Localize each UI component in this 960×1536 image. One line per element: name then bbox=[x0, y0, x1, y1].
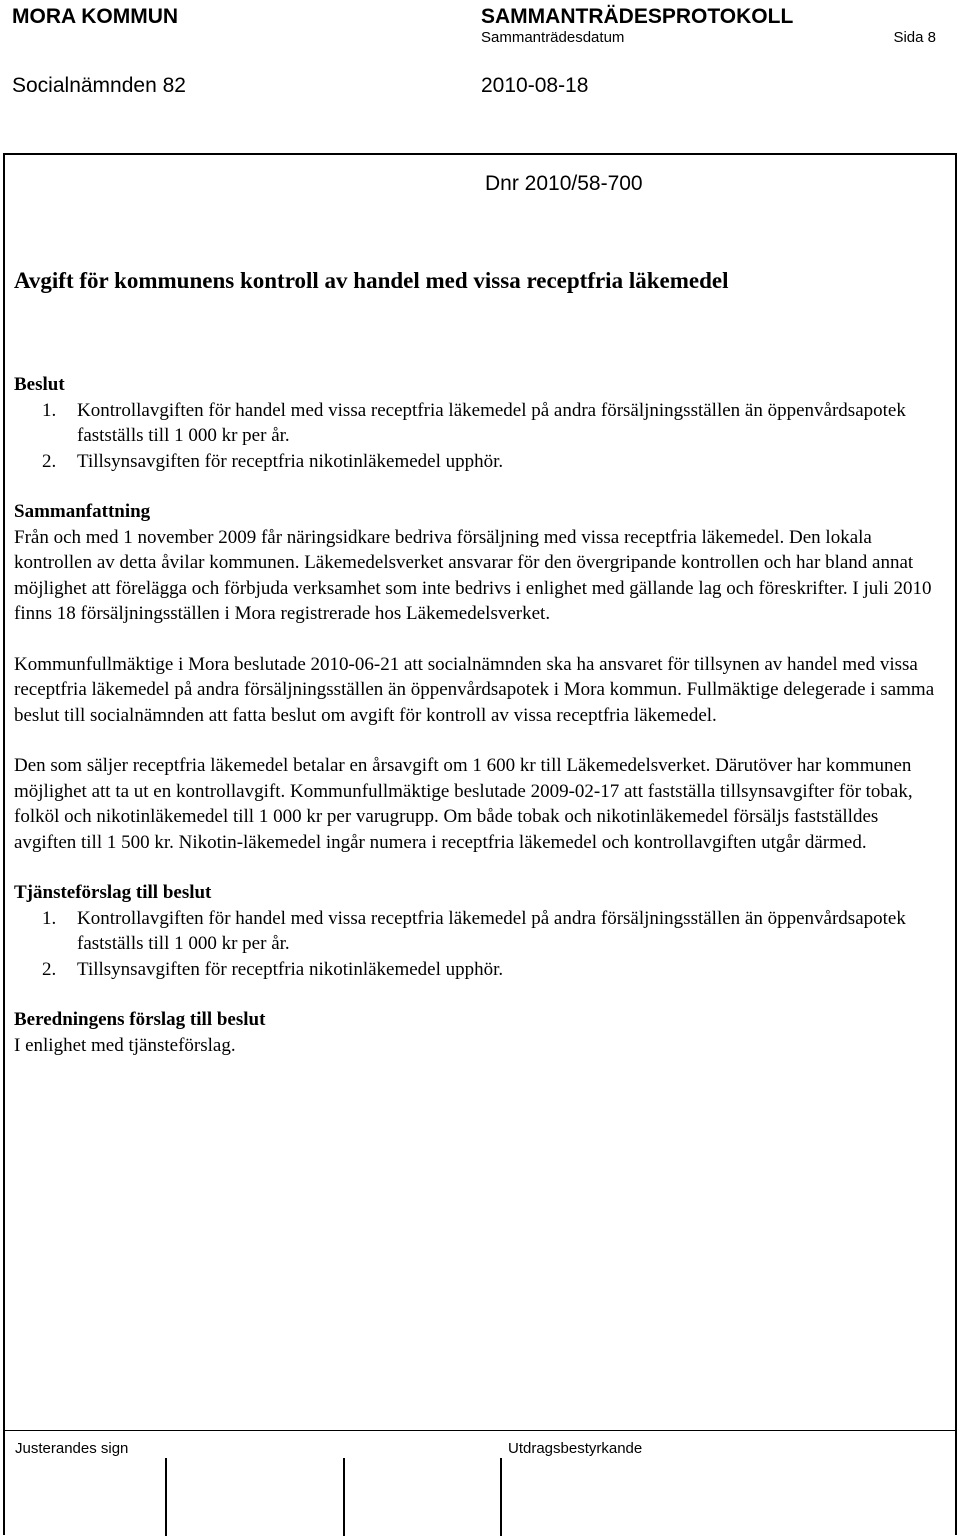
tjansteforslag-list bbox=[14, 906, 944, 983]
body-reference: Socialnämnden 82 bbox=[12, 74, 186, 97]
page-title: Avgift för kommunens kontroll av handel med vissa receptfria läkemedel bbox=[14, 268, 729, 293]
item-text: Tillsynsavgiften för receptfria nikotinläkemedel upphör. bbox=[77, 450, 504, 472]
item-number: 1. bbox=[42, 907, 57, 929]
beredning-text: I enlighet med tjänsteförslag. bbox=[14, 1034, 236, 1056]
page-number: Sida 8 bbox=[893, 29, 936, 46]
item-text: Kontrollavgiften för handel med vissa receptfria läkemedel på andra försäljningsställen än öppenvårdsapotek fastställs till 1 000 kr per år. bbox=[77, 399, 906, 446]
beslut-list bbox=[14, 398, 944, 475]
extract-label: Utdragsbestyrkande bbox=[508, 1440, 643, 1457]
beredning-heading: Beredningens förslag till beslut bbox=[14, 1009, 266, 1030]
signature-box-line bbox=[343, 1458, 345, 1536]
date-label: Sammanträdesdatum bbox=[481, 29, 625, 46]
list-item bbox=[14, 449, 944, 475]
item-text: Kontrollavgiften för handel med vissa receptfria läkemedel på andra försäljningsställen än öppenvårdsapotek fastställs till 1 000 kr per år. bbox=[77, 907, 906, 954]
list-item bbox=[14, 906, 944, 957]
item-number: 2. bbox=[42, 450, 57, 472]
meeting-date: 2010-08-18 bbox=[481, 74, 589, 97]
dnr-number: Dnr 2010/58-700 bbox=[485, 172, 643, 195]
item-number: 2. bbox=[42, 958, 57, 980]
signature-box-line bbox=[165, 1458, 167, 1536]
list-item bbox=[14, 398, 944, 449]
tjansteforslag-heading: Tjänsteförslag till beslut bbox=[14, 882, 212, 903]
paragraph: Kommunfullmäktige i Mora beslutade 2010-06-21 att socialnämnden ska ha ansvaret för tillsynen av handel med vissa receptfria läkemedel på andra försäljningsställen än öppenvårdsapotek i Mora kommun. Fullmäktige delegerade i samma beslut till socialnämnden att fatta beslut om avgift för kontroll av vissa receptfria läkemedel. bbox=[14, 653, 935, 726]
document-type: SAMMANTRÄDESPROTOKOLL bbox=[481, 5, 794, 28]
beslut-heading: Beslut bbox=[14, 374, 65, 395]
paragraph: Den som säljer receptfria läkemedel betalar en årsavgift om 1 600 kr till Läkemedelsverket. Därutöver har kommunen möjlighet att ta ut en kontrollavgift. Kommunfullmäktige beslutade 2009-02-17 att fastställa tillsynsavgifter för tobak, folköl och nikotinläkemedel till 1 000 kr per varugrupp. Om både tobak och nikotinläkemedel försäljs fastställdes avgiften till 1 500 kr. Nikotin-läkemedel ingår numera i receptfria läkemedel och kontrollavgiften utgår därmed. bbox=[14, 755, 913, 853]
signature-box-line bbox=[500, 1458, 502, 1536]
list-item bbox=[14, 957, 944, 983]
item-text: Tillsynsavgiften för receptfria nikotinläkemedel upphör. bbox=[77, 958, 504, 980]
item-number: 1. bbox=[42, 399, 57, 421]
organization-name: MORA KOMMUN bbox=[12, 5, 179, 28]
paragraph: Från och med 1 november 2009 får näringsidkare bedriva försäljning med vissa receptfria läkemedel. Den lokala kontrollen av detta åvilar kommunen. Läkemedelsverket ansvarar för den övergripande kontrollen och har bland annat möjlighet att förelägga och förbjuda verksamhet som inte bedrivs i enlighet med gällande lag och föreskrifter. I juli 2010 finns 18 försäljningsställen i Mora registrerade hos Läkemedelsverket. bbox=[14, 526, 932, 624]
sammanfattning-heading: Sammanfattning bbox=[14, 501, 151, 522]
sign-label: Justerandes sign bbox=[15, 1440, 129, 1457]
signature-divider bbox=[3, 1430, 955, 1431]
document-body bbox=[14, 372, 944, 1058]
